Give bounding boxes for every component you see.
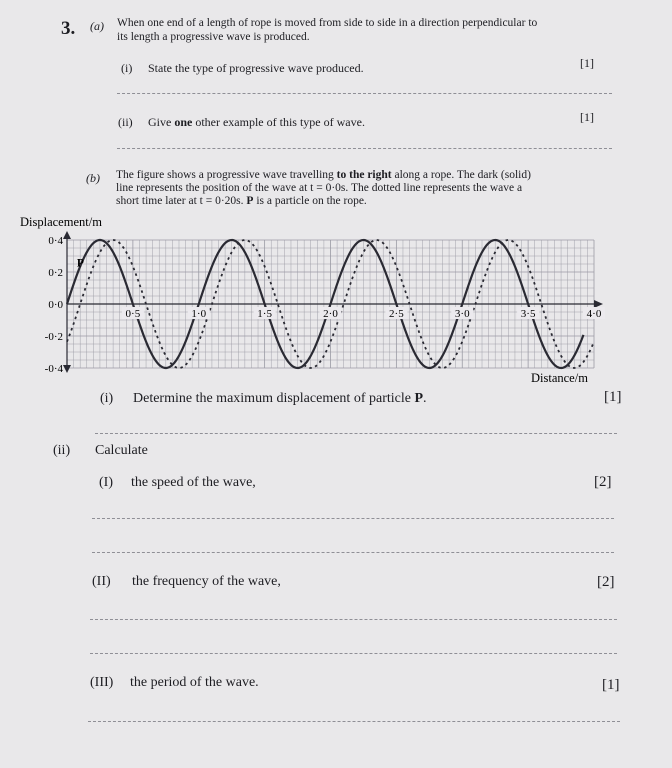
part-b-ii-II-label: (II) xyxy=(92,574,111,589)
axes xyxy=(63,231,603,373)
part-b-ii-III-mark: [1] xyxy=(602,677,620,693)
question-number: 3. xyxy=(61,18,76,39)
part-a-stem-line2: its length a progressive wave is produced. xyxy=(117,31,310,43)
y-tick-label: 0·0 xyxy=(48,299,63,311)
y-tick-label: -0·4 xyxy=(44,363,63,375)
part-b-i-text: Determine the maximum displacement of particle P. xyxy=(133,391,427,406)
answer-line[interactable] xyxy=(88,721,620,722)
part-b-stem-line2: line represents the position of the wave at t = 0·0s. The dotted line represents the wave a xyxy=(116,182,523,194)
answer-line[interactable] xyxy=(92,552,614,553)
x-tick-label: 1·0 xyxy=(191,308,207,320)
part-b-ii-III-text: the period of the wave. xyxy=(130,675,259,690)
part-b-label: (b) xyxy=(86,171,100,185)
answer-line[interactable] xyxy=(117,148,612,149)
part-b-ii-II-mark: [2] xyxy=(597,574,615,590)
part-b-ii-text: Calculate xyxy=(95,443,148,458)
x-tick-label: 1·5 xyxy=(257,308,272,320)
answer-line[interactable] xyxy=(90,619,617,620)
y-tick-label: 0·2 xyxy=(48,267,63,279)
answer-line[interactable] xyxy=(90,653,617,654)
answer-line[interactable] xyxy=(92,518,614,519)
answer-line[interactable] xyxy=(117,93,612,94)
part-b-ii-II-text: the frequency of the wave, xyxy=(132,574,281,589)
axis-labels xyxy=(20,215,605,385)
part-b-ii-I-mark: [2] xyxy=(594,474,612,490)
part-a-i-mark: [1] xyxy=(580,56,594,70)
x-tick-label: 3·5 xyxy=(520,308,536,320)
part-b-i-mark: [1] xyxy=(604,389,622,405)
part-a-stem-line1: When one end of a length of rope is moved from side to side in a direction perpendicular to xyxy=(117,17,538,29)
x-tick-label: 0·5 xyxy=(125,308,141,320)
x-axis-arrow xyxy=(594,300,603,308)
x-axis-title: Distance/m xyxy=(531,371,588,385)
part-b-i-label: (i) xyxy=(100,391,114,406)
y-axis-arrow-down xyxy=(63,365,71,373)
part-a-ii-text: Give one other example of this type of wave. xyxy=(148,115,365,129)
x-tick-label: 3·0 xyxy=(454,308,470,320)
part-b-ii-III-label: (III) xyxy=(90,675,114,690)
x-tick-label: 2·5 xyxy=(389,308,404,320)
y-axis-title: Displacement/m xyxy=(20,215,102,229)
x-tick-label: 2·0 xyxy=(323,308,338,320)
part-b-stem-line1: The figure shows a progressive wave travelling to the right along a rope. The dark (solid) xyxy=(116,169,531,181)
y-axis-arrow-up xyxy=(63,231,71,239)
particle-p-label: P xyxy=(76,257,84,270)
part-a-i-label: (i) xyxy=(121,61,133,75)
part-b-ii-I-label: (I) xyxy=(99,475,113,490)
part-a-ii-label: (ii) xyxy=(118,115,133,129)
x-tick-label: 4·0 xyxy=(586,308,602,320)
part-a-i-text: State the type of progressive wave produced. xyxy=(148,61,364,75)
y-tick-label: 0·4 xyxy=(48,235,63,247)
part-a-label: (a) xyxy=(90,19,104,33)
part-b-ii-I-text: the speed of the wave, xyxy=(131,475,256,490)
part-b-stem-line3: short time later at t = 0·20s. P is a particle on the rope. xyxy=(116,195,367,207)
wave-graph xyxy=(0,200,672,400)
part-b-ii-label: (ii) xyxy=(53,443,71,458)
y-tick-label: -0·2 xyxy=(44,331,63,343)
part-a-ii-mark: [1] xyxy=(580,110,594,124)
answer-line[interactable] xyxy=(95,433,617,434)
